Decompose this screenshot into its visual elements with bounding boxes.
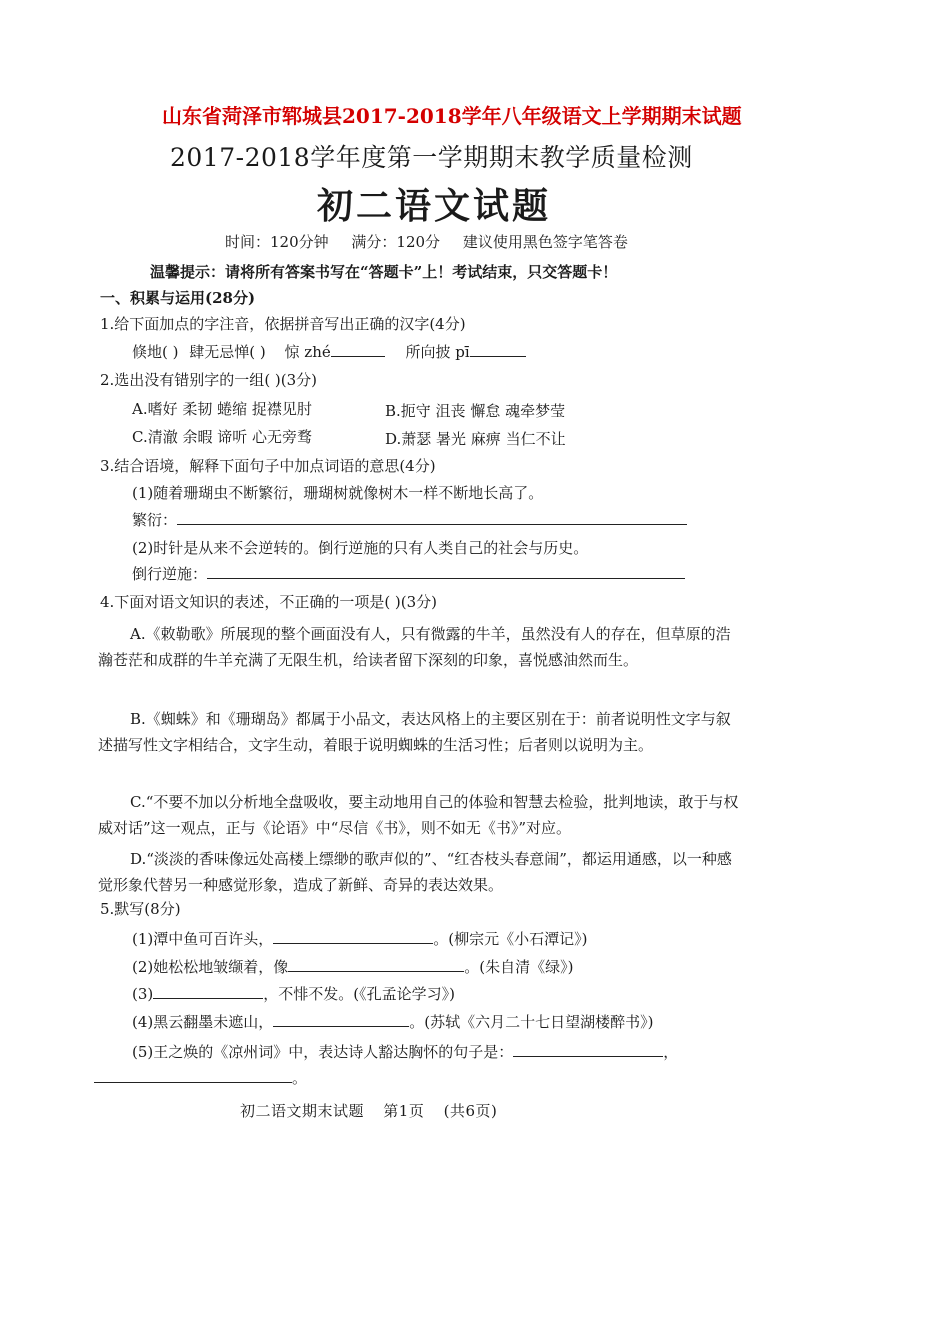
q1-item-2: 肆无忌惮( ) <box>189 343 266 361</box>
q5-line-3-text: (3) <box>132 985 154 1003</box>
q3-answer-2 <box>132 563 685 584</box>
q1-items <box>132 341 526 362</box>
q4-option-a: A.《敕勒歌》所展现的整个画面没有人，只有微露的牛羊，虽然没有人的存在，但草原的浩瀚苍茫和成群的牛羊充满了无限生机，给读者留下深刻的印象，喜悦感油然而生。 <box>98 625 731 669</box>
section-title: 一、积累与运用(28分) <box>100 289 256 307</box>
q1-item-1: 倏地( ) <box>132 343 179 361</box>
page-footer <box>240 1100 511 1121</box>
exam-time: 时间：120分钟 <box>225 233 329 251</box>
q3-sentence-1: (1)随着珊瑚虫不断繁衍，珊瑚树就像树木一样不断地长高了。 <box>132 484 544 502</box>
q2-option-a: A.嗜好 柔韧 蜷缩 捉襟见肘 <box>132 400 312 418</box>
q5-line-4-blank[interactable] <box>273 1012 409 1027</box>
q4-option-b: B.《蜘蛛》和《珊瑚岛》都属于小品文，表达风格上的主要区别在于：前者说明性文字与叙述描写性文字相结合，文字生动，着眼于说明蜘蛛的生活习性；后者则以说明为主。 <box>98 710 731 754</box>
footer-page-number: 第1页 <box>383 1102 425 1120</box>
footer-total-pages: (共6页) <box>443 1102 498 1120</box>
q5-line-5-blank-1[interactable] <box>513 1042 663 1057</box>
q5-line-4-source: 。(苏轼《六月二十七日望湖楼醉书》) <box>409 1013 654 1031</box>
q5-line-5-comma: ， <box>663 1043 679 1061</box>
q3-answer-1-label: 繁衍： <box>132 511 178 529</box>
q5-line-3-source: ，不悱不发。(《孔孟论学习》) <box>263 985 455 1003</box>
q5-line-4 <box>132 1011 653 1032</box>
q2-option-c: C.清澈 余暇 谛听 心无旁骛 <box>132 428 313 446</box>
exam-tip: 温馨提示：请将所有答案书写在“答题卡”上！考试结束，只交答题卡！ <box>150 263 618 281</box>
q3-stem: 3.结合语境，解释下面句子中加点词语的意思(4分) <box>100 457 436 475</box>
exam-pen-note: 建议使用黑色签字笔答卷 <box>462 233 628 251</box>
q5-stem: 5.默写(8分) <box>100 900 181 918</box>
q1-stem: 1.给下面加点的字注音，依据拼音写出正确的汉字(4分) <box>100 315 466 333</box>
exam-score: 满分：120分 <box>351 233 441 251</box>
q5-line-5 <box>132 1041 678 1062</box>
q1-item-3: 惊 zhé <box>284 343 331 361</box>
document-red-title: 山东省菏泽市郓城县2017-2018学年八年级语文上学期期末试题 <box>162 104 742 128</box>
q5-line-1 <box>132 928 587 949</box>
q3-sentence-2: (2)时针是从来不会逆转的。倒行逆施的只有人类自己的社会与历史。 <box>132 539 589 557</box>
q3-answer-2-label: 倒行逆施： <box>132 565 208 583</box>
q2-option-b: B.扼守 沮丧 懈怠 魂牵梦莹 <box>385 402 566 420</box>
q3-answer-1-blank[interactable] <box>177 510 687 525</box>
q5-line-4-text: (4)黑云翻墨未遮山， <box>132 1013 274 1031</box>
footer-exam-name: 初二语文期末试题 <box>240 1102 365 1120</box>
q2-stem: 2.选出没有错别字的一组( )(3分) <box>100 371 318 389</box>
q4-stem: 4.下面对语文知识的表述，不正确的一项是( )(3分) <box>100 593 438 611</box>
q5-line-2 <box>132 956 573 977</box>
q4-option-c: C.“不要不加以分析地全盘吸收，要主动地用自己的体验和智慧去检验，批判地读，敢于与权威对话”这一观点，正与《论语》中“尽信《书》，则不如无《书》”对应。 <box>98 793 739 837</box>
q5-line-5-cont <box>94 1067 307 1088</box>
q1-blank-4[interactable] <box>470 342 526 357</box>
q5-line-5-period: 。 <box>292 1069 308 1087</box>
q5-line-2-source: 。(朱自清《绿》) <box>464 958 574 976</box>
q5-line-2-blank[interactable] <box>288 957 464 972</box>
q5-line-1-blank[interactable] <box>273 929 433 944</box>
exam-meta <box>225 231 646 252</box>
q2-option-d: D.萧瑟 暑光 麻痹 当仁不让 <box>385 430 566 448</box>
q1-blank-3[interactable] <box>331 342 385 357</box>
q1-item-4: 所向披 pī <box>405 343 470 361</box>
q5-line-1-source: 。(柳宗元《小石潭记》) <box>433 930 588 948</box>
q5-line-1-text: (1)潭中鱼可百许头， <box>132 930 274 948</box>
q3-answer-2-blank[interactable] <box>207 564 685 579</box>
q5-line-3-blank[interactable] <box>153 984 263 999</box>
q5-line-5-text: (5)王之焕的《凉州词》中，表达诗人豁达胸怀的句子是： <box>132 1043 514 1061</box>
q5-line-3 <box>132 983 455 1004</box>
q4-option-d: D.“淡淡的香味像远处高楼上缥缈的歌声似的”、“红杏枝头春意闹”，都运用通感，以一种感觉形象代替另一种感觉形象，造成了新鲜、奇异的表达效果。 <box>98 850 732 894</box>
q5-line-2-text: (2)她松松地皱缬着，像 <box>132 958 289 976</box>
exam-subtitle: 2017-2018学年度第一学期期末教学质量检测 <box>170 143 693 172</box>
q5-line-5-blank-2[interactable] <box>94 1068 292 1083</box>
q3-answer-1 <box>132 509 687 530</box>
exam-title: 初二语文试题 <box>317 185 552 227</box>
